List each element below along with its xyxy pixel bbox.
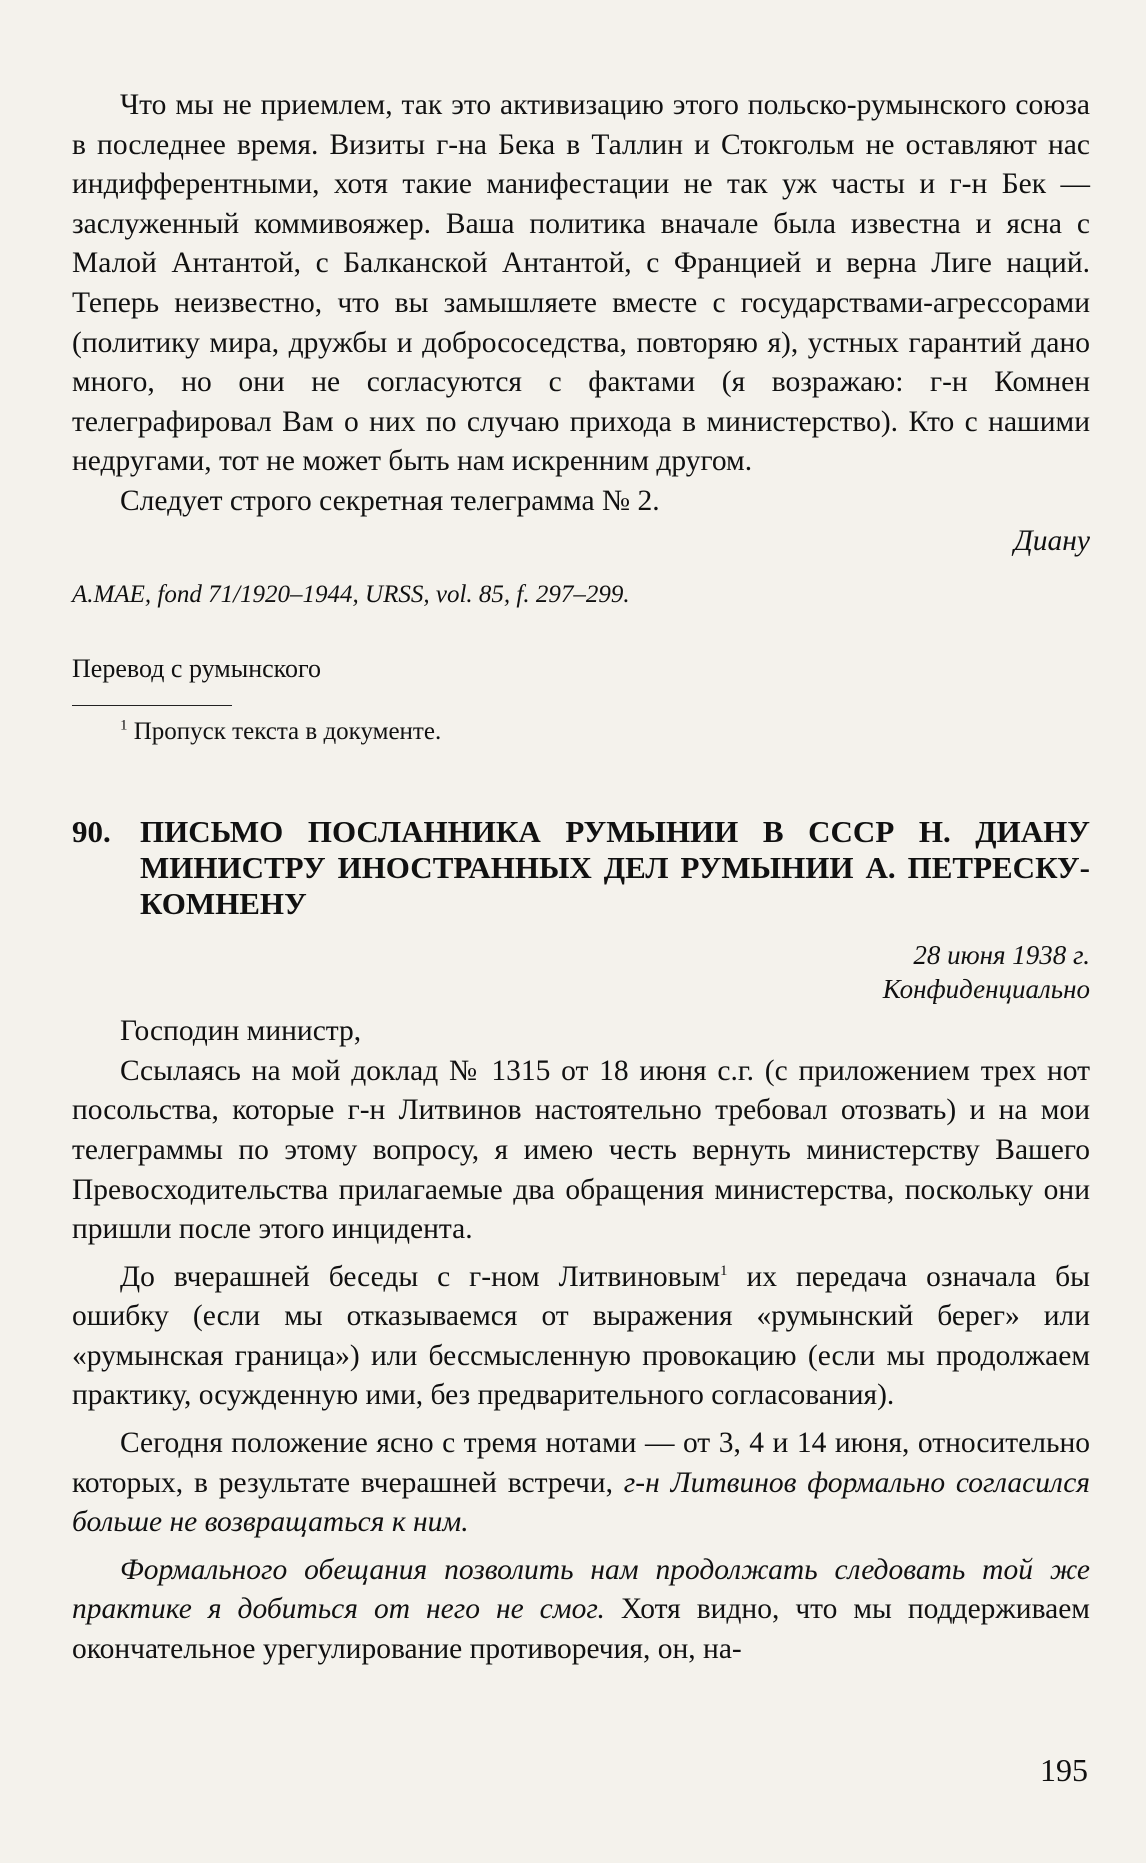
footnote-marker: 1 — [120, 717, 128, 734]
paragraph-text: До вчерашней беседы с г-ном Литвиновым — [120, 1260, 721, 1293]
body-paragraph: Ссылаясь на мой доклад № 1315 от 18 июня с.г. (с приложением трех нот посольства, которые г-н Литвинов настоятельно требовал отозвать) и на мои телеграммы по этому вопросу, я имею честь вернуть министерству Вашего Превосходительства прилагаемые два обращения министерства, поскольку они пришли после этого инцидента. — [72, 1054, 1090, 1246]
paragraph-text: Сегодня положение ясно с тремя нотами — от 3, 4 и 14 июня, относительно которых, в результате вчерашней встречи, — [72, 1427, 1090, 1499]
document-date: 28 июня 1938 г. — [913, 940, 1090, 971]
body-paragraph: Что мы не приемлем, так это активизацию этого польско-румынского союза в последнее время. Визиты г-на Бека в Таллин и Стокгольм не оставляют нас индифферентными, хотя такие манифестации не так уж часты и г-н Бек — заслуженный коммивояжер. Ваша политика вначале была известна и ясна с Малой Антантой, с Балканской Антантой, с Францией и верна Лиге наций. Теперь неизвестно, что вы замышляете вместе с государствами-агрессорами (политику мира, дружбы и добрососедства, повторяю я), устных гарантий дано много, но они не согласуются с фактами (я возражаю: г-н Комнен телеграфировал Вам о них по случаю прихода в министерство). Кто с нашими недругами, тот не может быть нам искренним другом. — [72, 89, 1090, 478]
document-title: ПИСЬМО ПОСЛАННИКА РУМЫНИИ В СССР Н. ДИАНУ МИНИСТРУ ИНОСТРАННЫХ ДЕЛ РУМЫНИИ А. ПЕТРЕСКУ-КОМНЕНУ — [140, 814, 1090, 922]
footnote — [72, 716, 1090, 748]
page-number: 195 — [1040, 1752, 1088, 1788]
document-number: 90. — [72, 814, 111, 850]
footnote-text: Пропуск текста в документе. — [133, 718, 442, 746]
translation-note: Перевод с румынского — [72, 654, 321, 684]
signature: Диану — [1014, 524, 1090, 557]
archive-source-reference: A.MAE, fond 71/1920–1944, URSS, vol. 85, f. 297–299. — [72, 581, 630, 609]
document-page — [72, 86, 1090, 1670]
body-paragraph — [72, 1258, 1090, 1416]
body-paragraph — [72, 1424, 1090, 1543]
paragraph-text: их передача означала бы ошибку (если мы отказываемся от выражения «румынский берег» или «румынская граница») или бессмысленную провокацию (если мы продолжаем практику, осужденную ими, без предварительного согласования). — [72, 1260, 1090, 1412]
document-classification: Конфиденциально — [882, 974, 1090, 1005]
document-heading — [72, 814, 1090, 922]
body-paragraph: Следует строго секретная телеграмма № 2. — [120, 484, 660, 517]
emphasis-text: Формального обещания позволить нам продолжать следовать той же практике я добиться от него не смог. — [72, 1553, 1090, 1626]
footnote-ref: 1 — [720, 1262, 728, 1279]
paragraph-text: Хотя видно, что мы поддерживаем окончательное урегулирование противоречия, он, на- — [72, 1593, 1090, 1666]
body-paragraph — [72, 1551, 1090, 1670]
footnote-divider — [72, 705, 232, 706]
salutation: Господин министр, — [120, 1015, 362, 1048]
emphasis-text: г-н Литвинов формально согласился больше не возвращаться к ним. — [72, 1466, 1090, 1539]
